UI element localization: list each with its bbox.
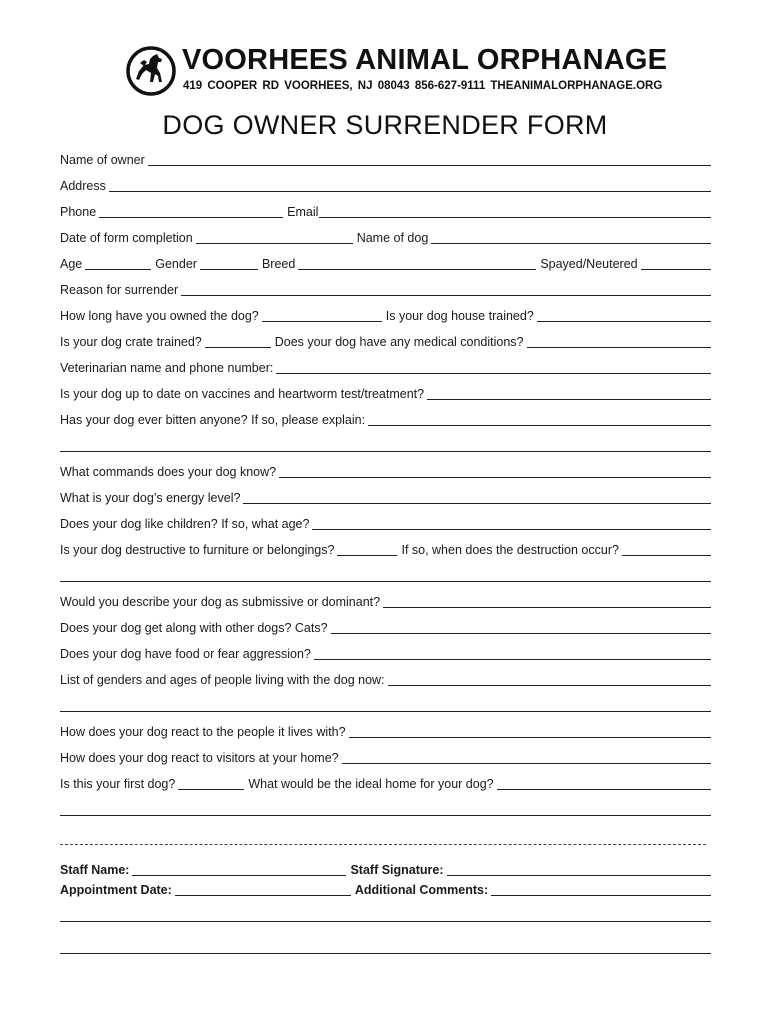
form-row — [60, 356, 711, 378]
vaccines-label: Is your dog up to date on vaccines and heartworm test/treatment? — [60, 387, 425, 401]
reason-label: Reason for surrender — [60, 283, 179, 297]
react-people-label: How does your dog react to the people it lives with? — [60, 725, 346, 739]
children-label: Does your dog like children? If so, what age? — [60, 517, 310, 531]
staff-row — [60, 904, 711, 926]
form-row — [60, 512, 711, 534]
comments-continuation-field-2[interactable] — [60, 953, 711, 954]
org-name: VOORHEES ANIMAL ORPHANAGE — [182, 44, 668, 76]
staff-signature-label: Staff Signature: — [350, 863, 444, 877]
additional-comments-field[interactable] — [491, 895, 711, 896]
form-row — [60, 174, 711, 196]
form-row — [60, 642, 711, 664]
dog-name-label: Name of dog — [356, 231, 429, 245]
other-dogs-field[interactable] — [331, 633, 711, 634]
submissive-label: Would you describe your dog as submissive or dominant? — [60, 595, 381, 609]
org-address: 419 COOPER RD VOORHEES, NJ 08043 856-627-9111 THEANIMALORPHANAGE.ORG — [183, 80, 663, 92]
phone-label: Phone — [60, 205, 97, 219]
form-row — [60, 616, 711, 638]
vet-field[interactable] — [276, 373, 711, 374]
address-label: Address — [60, 179, 106, 193]
email-field[interactable] — [319, 217, 711, 218]
reason-field[interactable] — [181, 295, 711, 296]
aggression-label: Does your dog have food or fear aggression? — [60, 647, 311, 661]
form-row — [60, 252, 711, 274]
form-row — [60, 226, 711, 248]
crate-trained-label: Is your dog crate trained? — [60, 335, 202, 349]
form-row — [60, 668, 711, 690]
house-trained-label: Is your dog house trained? — [385, 309, 534, 323]
date-completion-label: Date of form completion — [60, 231, 193, 245]
staff-name-field[interactable] — [132, 875, 346, 876]
react-people-field[interactable] — [349, 737, 711, 738]
form-row — [60, 278, 711, 300]
ideal-home-field[interactable] — [497, 789, 711, 790]
bitten-field[interactable] — [368, 425, 711, 426]
commands-field[interactable] — [279, 477, 711, 478]
address-field[interactable] — [109, 191, 711, 192]
spayed-field[interactable] — [641, 269, 711, 270]
commands-label: What commands does your dog know? — [60, 465, 277, 479]
date-completion-field[interactable] — [196, 243, 353, 244]
vaccines-field[interactable] — [427, 399, 711, 400]
form-row — [60, 694, 711, 716]
destruction-continuation-field[interactable] — [60, 581, 711, 582]
staff-row — [60, 878, 711, 900]
form-row — [60, 200, 711, 222]
breed-label: Breed — [261, 257, 296, 271]
form-row — [60, 408, 711, 430]
owned-how-long-label: How long have you owned the dog? — [60, 309, 259, 323]
vet-label: Veterinarian name and phone number: — [60, 361, 274, 375]
energy-field[interactable] — [243, 503, 711, 504]
medical-field[interactable] — [527, 347, 711, 348]
dog-name-field[interactable] — [431, 243, 711, 244]
people-living-continuation-field[interactable] — [60, 711, 711, 712]
ideal-home-label: What would be the ideal home for your dog? — [248, 777, 494, 791]
energy-label: What is your dog’s energy level? — [60, 491, 241, 505]
form-row — [60, 772, 711, 794]
additional-comments-label: Additional Comments: — [354, 883, 489, 897]
staff-row — [60, 858, 711, 880]
form-title: DOG OWNER SURRENDER FORM — [162, 110, 608, 140]
form-row — [60, 590, 711, 612]
owner-name-field[interactable] — [148, 165, 711, 166]
org-header — [126, 44, 668, 98]
email-label: Email — [287, 205, 319, 219]
other-dogs-label: Does your dog get along with other dogs? Cats? — [60, 621, 328, 635]
aggression-field[interactable] — [314, 659, 711, 660]
first-dog-label: Is this your first dog? — [60, 777, 176, 791]
phone-field[interactable] — [99, 217, 283, 218]
ideal-home-continuation-field[interactable] — [60, 815, 711, 816]
form-row — [60, 148, 711, 170]
owned-how-long-field[interactable] — [262, 321, 382, 322]
destruction-when-field[interactable] — [622, 555, 711, 556]
people-living-field[interactable] — [388, 685, 711, 686]
form-row — [60, 460, 711, 482]
bitten-continuation-field[interactable] — [60, 451, 711, 452]
staff-signature-field[interactable] — [447, 875, 711, 876]
gender-label: Gender — [155, 257, 197, 271]
people-living-label: List of genders and ages of people living with the dog now: — [60, 673, 385, 687]
age-field[interactable] — [85, 269, 151, 270]
dog-silhouette-circle-icon — [126, 46, 176, 96]
staff-row — [60, 936, 711, 958]
bitten-label: Has your dog ever bitten anyone? If so, please explain: — [60, 413, 366, 427]
comments-continuation-field[interactable] — [60, 921, 711, 922]
gender-field[interactable] — [200, 269, 258, 270]
staff-section-divider — [60, 844, 706, 845]
form-row — [60, 798, 711, 820]
submissive-field[interactable] — [383, 607, 711, 608]
react-visitors-field[interactable] — [342, 763, 711, 764]
owner-name-label: Name of owner — [60, 153, 145, 167]
form-row — [60, 746, 711, 768]
react-visitors-label: How does your dog react to visitors at your home? — [60, 751, 339, 765]
form-row — [60, 538, 711, 560]
destructive-label: Is your dog destructive to furniture or belongings? — [60, 543, 335, 557]
house-trained-field[interactable] — [537, 321, 711, 322]
appointment-date-field[interactable] — [175, 895, 351, 896]
crate-trained-field[interactable] — [205, 347, 271, 348]
age-label: Age — [60, 257, 83, 271]
destructive-field[interactable] — [337, 555, 397, 556]
form-row — [60, 486, 711, 508]
breed-field[interactable] — [298, 269, 536, 270]
staff-name-label: Staff Name: — [60, 863, 130, 877]
form-row — [60, 330, 711, 352]
first-dog-field[interactable] — [178, 789, 244, 790]
medical-label: Does your dog have any medical conditions? — [274, 335, 524, 349]
form-row — [60, 434, 711, 456]
children-field[interactable] — [312, 529, 711, 530]
destruction-when-label: If so, when does the destruction occur? — [401, 543, 619, 557]
form-row — [60, 304, 711, 326]
spayed-label: Spayed/Neutered — [540, 257, 638, 271]
form-row — [60, 382, 711, 404]
form-row — [60, 564, 711, 586]
appointment-date-label: Appointment Date: — [60, 883, 172, 897]
form-row — [60, 720, 711, 742]
